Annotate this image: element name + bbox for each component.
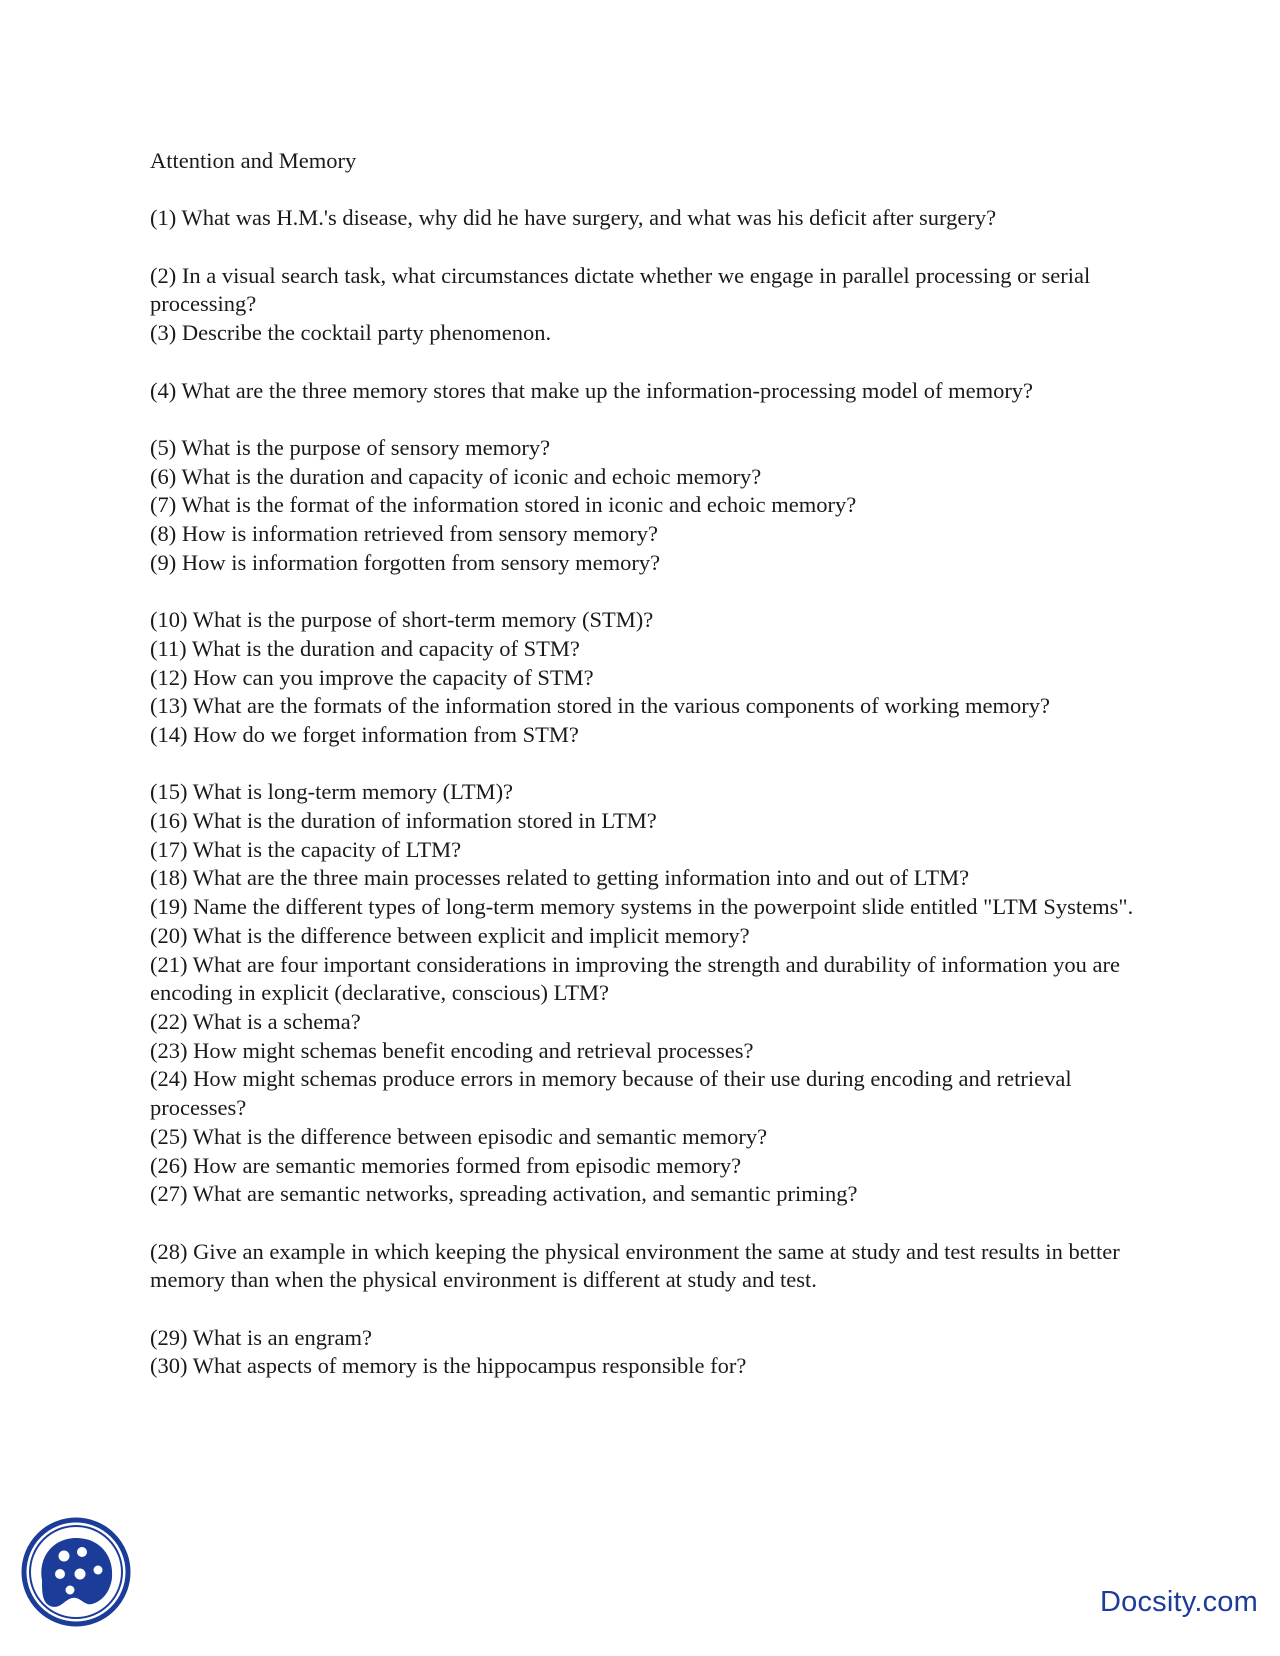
question-item: (27) What are semantic networks, spreading activation, and semantic priming? [150, 1181, 858, 1207]
docsity-logo-icon [20, 1516, 132, 1628]
question-item: (16) What is the duration of information stored in LTM? [150, 808, 657, 834]
question-item: (7) What is the format of the information stored in iconic and echoic memory? [150, 492, 857, 518]
question-item: (1) What was H.M.'s disease, why did he have surgery, and what was his deficit after surgery? [150, 205, 997, 231]
question-item: (19) Name the different types of long-term memory systems in the powerpoint slide entitled "LTM Systems". [150, 894, 1134, 920]
question-item: (23) How might schemas benefit encoding and retrieval processes? [150, 1037, 754, 1063]
question-item: (29) What is an engram? [150, 1324, 373, 1350]
question-item: (10) What is the purpose of short-term memory (STM)? [150, 607, 654, 633]
question-item: (8) How is information retrieved from sensory memory? [150, 521, 658, 547]
question-item: (15) What is long-term memory (LTM)? [150, 779, 514, 805]
question-item: (22) What is a schema? [150, 1009, 361, 1034]
question-item: (9) How is information forgotten from sensory memory? [150, 549, 661, 575]
question-item: (28) Give an example in which keeping the physical environment the same at study and test results in better memory than when the physical environment is different at study and test. [150, 1238, 1120, 1293]
question-list [150, 204, 1140, 1381]
question-item: (13) What are the formats of the information stored in the various components of working memory? [150, 693, 1050, 719]
question-item: (3) Describe the cocktail party phenomenon. [150, 320, 552, 346]
question-item: (4) What are the three memory stores that make up the information-processing model of memory? [150, 377, 1034, 403]
question-item: (20) What is the difference between explicit and implicit memory? [150, 922, 750, 948]
question-item: (2) In a visual search task, what circumstances dictate whether we engage in parallel processing or serial processing? [150, 262, 1091, 317]
question-item: (25) What is the difference between episodic and semantic memory? [150, 1123, 768, 1149]
question-item: (6) What is the duration and capacity of iconic and echoic memory? [150, 463, 762, 489]
document-body [150, 147, 1140, 1381]
question-item: (14) How do we forget information from STM? [150, 721, 579, 747]
question-item: (17) What is the capacity of LTM? [150, 836, 462, 862]
question-item: (24) How might schemas produce errors in memory because of their use during encoding and retrieval processes? [150, 1066, 1072, 1121]
document-title: Attention and Memory [150, 148, 357, 173]
question-item: (12) How can you improve the capacity of STM? [150, 664, 594, 690]
question-item: (21) What are four important considerations in improving the strength and durability of information you are encoding in explicit (declarative, conscious) LTM? [150, 951, 1120, 1006]
question-item: (30) What aspects of memory is the hippocampus responsible for? [150, 1353, 747, 1379]
question-item: (5) What is the purpose of sensory memory? [150, 434, 551, 460]
question-item: (11) What is the duration and capacity of STM? [150, 635, 580, 661]
question-item: (18) What are the three main processes related to getting information into and out of LTM? [150, 865, 970, 891]
question-item: (26) How are semantic memories formed from episodic memory? [150, 1152, 742, 1178]
docsity-watermark[interactable]: Docsity.com [1100, 1586, 1258, 1618]
